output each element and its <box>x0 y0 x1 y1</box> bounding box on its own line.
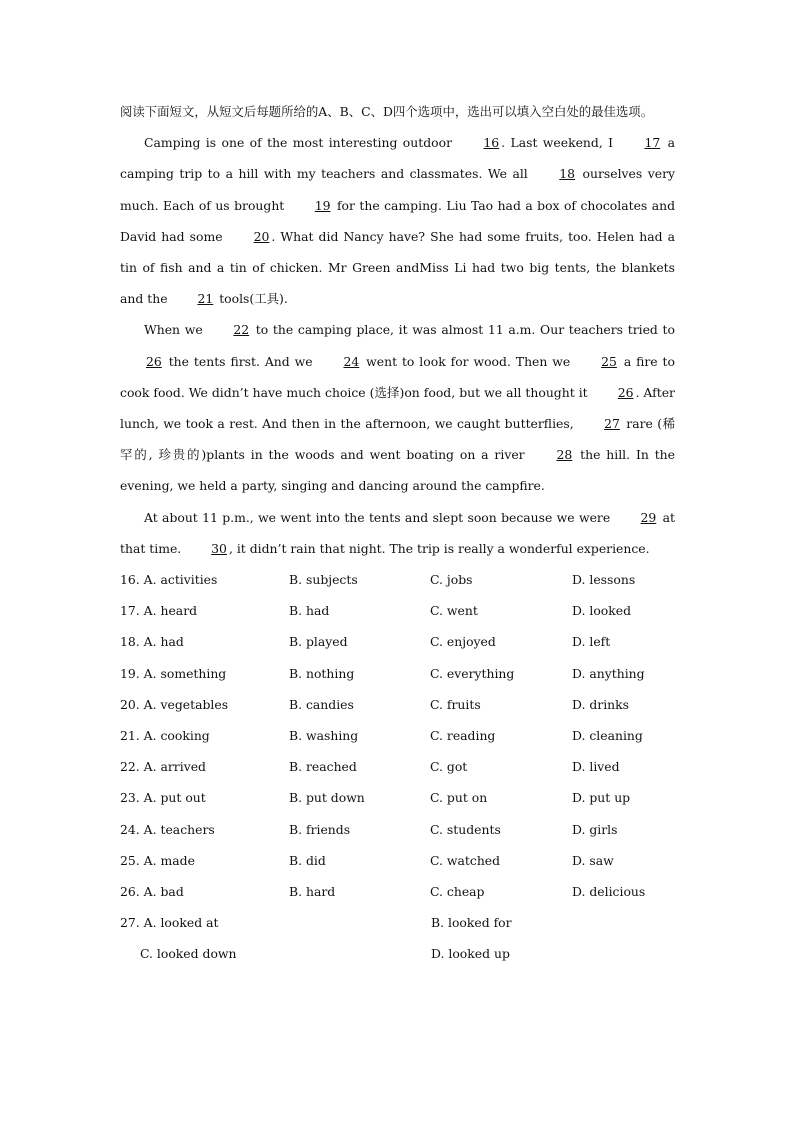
passage-text: at that time. <box>120 509 675 556</box>
passage-paragraph-3 <box>120 502 675 564</box>
answer-blank: 27 <box>604 416 620 432</box>
option-d: D. saw <box>572 852 614 868</box>
question-row <box>120 845 675 876</box>
option-d: D. delicious <box>572 883 646 899</box>
option-d: D. looked <box>572 603 632 619</box>
answer-blank: 24 <box>343 353 360 369</box>
option-a-text: A. teachers <box>143 821 215 837</box>
answer-blank: 21 <box>197 291 214 307</box>
answer-blank: 29 <box>640 509 657 525</box>
passage-text: . After lunch, we took a rest. And then in the afternoon, we caught butterflies, <box>120 384 675 432</box>
question-row <box>120 689 675 720</box>
question-number: 24. <box>120 821 140 837</box>
answer-blank: 26 <box>146 353 162 369</box>
option-d: D. put up <box>572 790 631 806</box>
document-page <box>120 96 675 969</box>
passage-paragraph-2 <box>120 314 675 501</box>
question-number: 17. <box>120 603 140 619</box>
passage-text: When we <box>144 322 208 338</box>
option-b: B. subjects <box>289 572 358 588</box>
option-a-text: A. something <box>143 665 227 681</box>
option-a-text: A. cooking <box>143 727 210 743</box>
option-a-text: A. heard <box>143 603 198 619</box>
option-a-text: A. bad <box>143 883 184 899</box>
option-c: C. cheap <box>430 883 485 899</box>
option-a <box>120 626 289 657</box>
passage-text: , it didn’t rain that night. The trip is really a wonderful experience. <box>228 540 650 556</box>
answer-blank: 20 <box>253 228 270 244</box>
option-c: C. students <box>430 821 501 837</box>
answer-blank: 30 <box>211 540 227 556</box>
q27-option-b: B. looked for <box>431 915 512 931</box>
option-b: B. hard <box>289 883 336 899</box>
q27-option-a: 27. A. looked at <box>120 915 219 931</box>
option-b: B. nothing <box>289 665 355 681</box>
passage-text: a fire to cook food. We didn’t have much choice (选择)on food, but we all thought it <box>120 353 675 400</box>
question-row <box>120 626 675 657</box>
question-row <box>120 564 675 595</box>
option-c: C. watched <box>430 852 501 868</box>
option-c: C. went <box>430 603 478 619</box>
answer-blank: 25 <box>601 353 617 369</box>
option-b: B. washing <box>289 727 359 743</box>
question-number: 22. <box>120 759 140 775</box>
option-a <box>120 751 289 782</box>
passage-text: rare (稀罕的, 珍贵的)plants in the woods and went boating on a river <box>120 416 676 463</box>
option-c: C. fruits <box>430 696 481 712</box>
option-d: D. anything <box>572 665 645 681</box>
option-a <box>120 564 289 595</box>
question-number: 25. <box>120 852 140 868</box>
question-row <box>120 595 675 626</box>
option-a <box>120 658 289 689</box>
question-row <box>120 814 675 845</box>
option-c: C. put on <box>430 790 488 806</box>
passage-text: ourselves very much. Each of us brought <box>120 166 676 213</box>
option-a <box>120 845 289 876</box>
option-a-text: A. activities <box>143 572 218 588</box>
question-row <box>120 876 675 907</box>
option-b: B. did <box>289 852 326 868</box>
option-a <box>120 876 289 907</box>
question-row <box>120 720 675 751</box>
option-c: C. got <box>430 759 468 775</box>
option-d: D. left <box>572 634 611 650</box>
question-number: 21. <box>120 727 140 743</box>
option-a-text: A. made <box>143 852 195 868</box>
answer-blank: 17 <box>644 135 661 151</box>
q27-option-d: D. looked up <box>431 946 510 962</box>
passage-text: to the camping place, it was almost 11 a.m. Our teachers tried to <box>251 322 675 338</box>
answer-blank: 19 <box>314 197 331 213</box>
answer-blank: 18 <box>559 166 576 182</box>
question-options <box>120 564 675 907</box>
option-d: D. girls <box>572 821 618 837</box>
passage-text: a camping trip to a hill with my teachers and classmates. We all <box>120 135 675 182</box>
option-d: D. cleaning <box>572 727 643 743</box>
passage-paragraph-1 <box>120 127 675 314</box>
option-a-text: A. vegetables <box>143 696 229 712</box>
option-c: C. reading <box>430 727 496 743</box>
question-row-27 <box>120 907 675 938</box>
option-a <box>120 595 289 626</box>
passage-text: for the camping. Liu Tao had a box of chocolates and David had some <box>120 197 676 244</box>
option-c: C. enjoyed <box>430 634 496 650</box>
option-b: B. candies <box>289 696 354 712</box>
question-number: 16. <box>120 572 140 588</box>
option-d: D. lessons <box>572 572 636 588</box>
passage-text: Camping is one of the most interesting outdoor <box>144 135 458 151</box>
option-d: D. drinks <box>572 696 630 712</box>
passage-text: tools(工具). <box>215 291 288 307</box>
question-number: 26. <box>120 883 140 899</box>
option-a-text: A. put out <box>143 790 206 806</box>
option-a-text: A. arrived <box>143 759 206 775</box>
option-c: C. everything <box>430 665 515 681</box>
option-d: D. lived <box>572 759 620 775</box>
question-number: 23. <box>120 790 140 806</box>
instruction-text: 阅读下面短文，从短文后每题所给的A、B、C、D四个选项中，选出可以填入空白处的最佳选项。 <box>120 104 654 119</box>
option-c: C. jobs <box>430 572 473 588</box>
answer-blank: 22 <box>233 322 250 338</box>
question-row <box>120 751 675 782</box>
question-row <box>120 658 675 689</box>
option-a-text: A. had <box>143 634 184 650</box>
option-a <box>120 720 289 751</box>
option-b: B. played <box>289 634 348 650</box>
passage-text: the hill. In the evening, we held a party, singing and dancing around the campfire. <box>120 447 675 494</box>
passage-text: . What did Nancy have? She had some fruits, too. Helen had a tin of fish and a tin of chicken. Mr Green andMiss Li had two big tents, the blankets and the <box>120 228 675 307</box>
question-number: 18. <box>120 634 140 650</box>
passage-text: . Last weekend, I <box>501 135 619 151</box>
passage-text: went to look for wood. Then we <box>361 353 576 369</box>
option-b: B. reached <box>289 759 357 775</box>
passage-text: At about 11 p.m., we went into the tents and slept soon because we were <box>144 509 615 525</box>
question-number: 20. <box>120 696 140 712</box>
option-b: B. had <box>289 603 330 619</box>
option-a <box>120 814 289 845</box>
question-number: 19. <box>120 665 140 681</box>
question-row-27-cont <box>120 938 675 969</box>
option-a <box>120 782 289 813</box>
option-b: B. friends <box>289 821 351 837</box>
answer-blank: 16 <box>483 135 500 151</box>
answer-blank: 28 <box>556 447 573 463</box>
passage-text: the tents first. And we <box>163 353 318 369</box>
q27-option-c: C. looked down <box>140 946 237 962</box>
question-row <box>120 782 675 813</box>
option-b: B. put down <box>289 790 365 806</box>
option-a <box>120 689 289 720</box>
answer-blank: 26 <box>617 384 634 400</box>
